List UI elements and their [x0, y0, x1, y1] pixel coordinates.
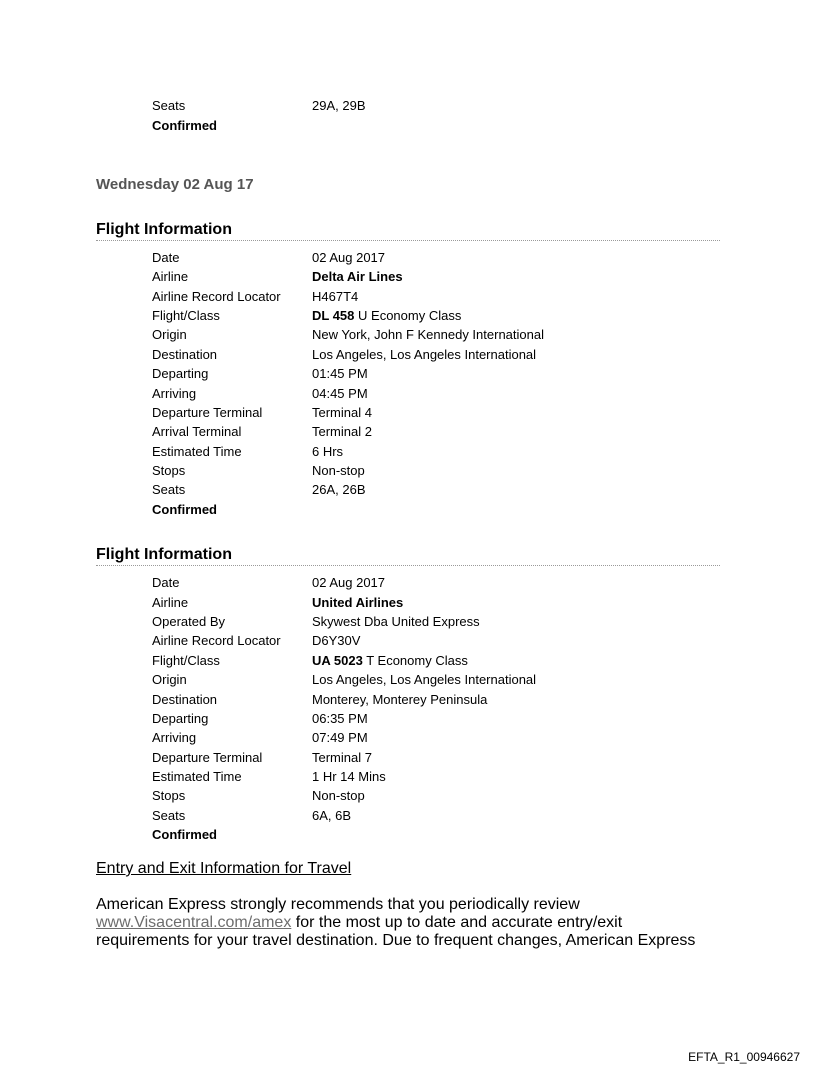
confirmed-status: Confirmed [152, 502, 217, 517]
destination-value: Monterey, Monterey Peninsula [312, 692, 488, 707]
estimated-time-label: Estimated Time [152, 444, 242, 459]
departing-label: Departing [152, 366, 209, 381]
departure-terminal-label: Departure Terminal [152, 750, 263, 765]
flight-number: DL 458 [312, 308, 355, 323]
flight-class-value [312, 653, 468, 669]
visacentral-link[interactable]: www.Visacentral.com/amex [96, 914, 292, 931]
entry-exit-heading: Entry and Exit Information for Travel [96, 860, 352, 877]
destination-value: Los Angeles, Los Angeles International [312, 347, 537, 362]
flight-information-title: Flight Information [96, 221, 720, 241]
estimated-time-value: 6 Hrs [312, 444, 344, 459]
stops-value: Non-stop [312, 463, 365, 478]
flight-number: UA 5023 [312, 653, 363, 668]
seats-value: 29A, 29B [312, 98, 366, 113]
origin-label: Origin [152, 672, 187, 687]
seats-label: Seats [152, 98, 186, 113]
stops-label: Stops [152, 788, 186, 803]
departing-value: 06:35 PM [312, 711, 368, 726]
entry-exit-paragraph [96, 896, 736, 950]
seats-label: Seats [152, 808, 186, 823]
seats-value: 26A, 26B [312, 482, 366, 497]
arriving-value: 04:45 PM [312, 386, 368, 401]
confirmed-status: Confirmed [152, 118, 217, 133]
airline-label: Airline [152, 269, 189, 284]
record-locator-value: H467T4 [312, 289, 359, 304]
operated-by-value: Skywest Dba United Express [312, 614, 480, 629]
arriving-label: Arriving [152, 386, 197, 401]
origin-label: Origin [152, 327, 187, 342]
seats-value: 6A, 6B [312, 808, 352, 823]
airline-value: United Airlines [312, 595, 404, 610]
arrival-terminal-value: Terminal 2 [312, 424, 372, 439]
record-locator-value: D6Y30V [312, 633, 361, 648]
seats-label: Seats [152, 482, 186, 497]
fare-class: U Economy Class [354, 308, 462, 323]
record-locator-label: Airline Record Locator [152, 633, 281, 648]
record-locator-label: Airline Record Locator [152, 289, 281, 304]
airline-value: Delta Air Lines [312, 269, 403, 284]
paragraph-line [96, 914, 736, 932]
paragraph-line: American Express strongly recommends that you periodically review [96, 896, 580, 913]
date-label: Date [152, 250, 180, 265]
paragraph-line: requirements for your travel destination. Due to frequent changes, American Express [96, 932, 696, 949]
flight-information-title: Flight Information [96, 546, 720, 566]
paragraph-text: for the most up to date and accurate entry/exit [291, 914, 623, 931]
destination-label: Destination [152, 692, 218, 707]
flight-class-label: Flight/Class [152, 308, 220, 323]
estimated-time-value: 1 Hr 14 Mins [312, 769, 386, 784]
departing-value: 01:45 PM [312, 366, 368, 381]
departing-label: Departing [152, 711, 209, 726]
estimated-time-label: Estimated Time [152, 769, 242, 784]
arrival-terminal-label: Arrival Terminal [152, 424, 242, 439]
departure-terminal-value: Terminal 7 [312, 750, 372, 765]
confirmed-status: Confirmed [152, 827, 217, 842]
document-id: EFTA_R1_00946627 [688, 1050, 800, 1064]
date-value: 02 Aug 2017 [312, 250, 386, 265]
date-label: Date [152, 575, 180, 590]
origin-value: New York, John F Kennedy International [312, 327, 544, 342]
date-value: 02 Aug 2017 [312, 575, 386, 590]
departure-terminal-value: Terminal 4 [312, 405, 372, 420]
flight-class-value [312, 308, 461, 324]
origin-value: Los Angeles, Los Angeles International [312, 672, 537, 687]
arriving-label: Arriving [152, 730, 197, 745]
stops-value: Non-stop [312, 788, 365, 803]
departure-terminal-label: Departure Terminal [152, 405, 263, 420]
destination-label: Destination [152, 347, 218, 362]
arriving-value: 07:49 PM [312, 730, 368, 745]
operated-by-label: Operated By [152, 614, 225, 629]
airline-label: Airline [152, 595, 189, 610]
day-heading: Wednesday 02 Aug 17 [96, 176, 254, 193]
stops-label: Stops [152, 463, 186, 478]
fare-class: T Economy Class [362, 653, 468, 668]
flight-class-label: Flight/Class [152, 653, 220, 668]
